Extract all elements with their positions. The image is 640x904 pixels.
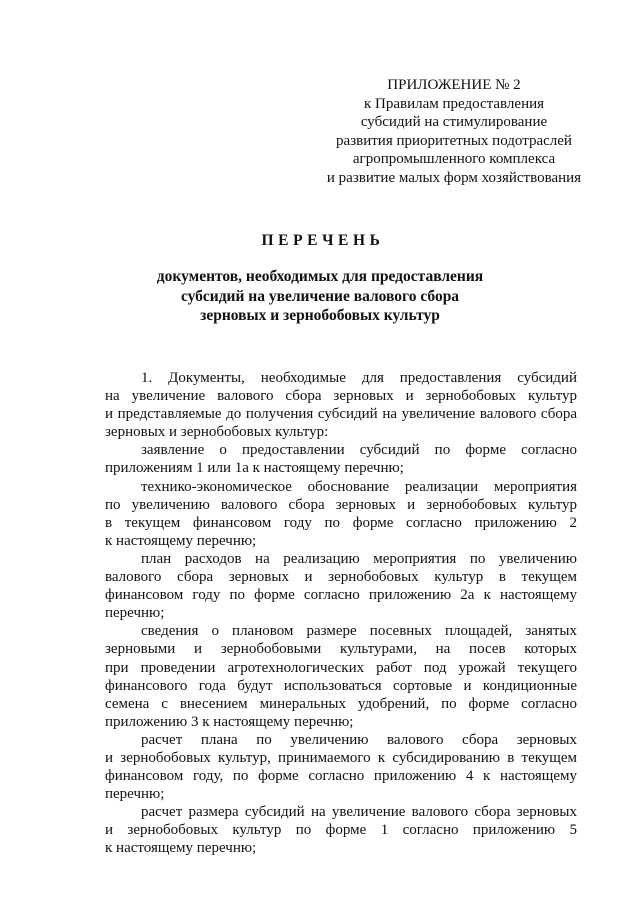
paragraph-line: расчет размера субсидий на увеличение валового сбора зерновых [141,804,577,821]
paragraph-line: финансовом году по форме согласно приложению 2а к настоящему [105,587,577,604]
paragraph [105,622,577,731]
paragraph-line: план расходов на реализацию мероприятия по увеличению [141,550,577,567]
subtitle-line: зерновых и зернобобовых культур [200,307,440,325]
subtitle-line: документов, необходимых для предоставления [156,268,484,285]
paragraph [105,731,577,803]
document-body [105,369,577,858]
paragraph-line: приложению 3 к настоящему перечню; [105,713,354,730]
paragraph-line: на увеличение валового сбора зерновых и зернобобовых культур [105,388,577,405]
appendix-line: и развитие малых форм хозяйствования [326,169,582,186]
paragraph-line: к настоящему перечню; [105,532,257,549]
paragraph-line: семена с внесением минеральных удобрений, по форме согласно [105,695,577,712]
paragraph-line: технико-экономическое обоснование реализации мероприятия [141,478,577,495]
paragraph-line: валового сбора зерновых и зернобобовых культур в текущем [105,569,577,586]
appendix-header [300,76,608,188]
paragraph-line: к настоящему перечню; [105,840,257,857]
paragraph-line: и зернобобовых культур, принимаемого к субсидированию в текущем [105,749,577,766]
paragraph [105,478,577,550]
paragraph-line: сведения о плановом размере посевных площадей, занятых [141,623,577,640]
paragraph [105,369,577,441]
appendix-line: развития приоритетных подотраслей [336,132,572,149]
document-title: ПЕРЕЧЕНЬ [261,232,385,249]
paragraph-line: и зернобобовых культур по форме 1 согласно приложению 5 [105,822,577,839]
paragraph-line: при проведении агротехнологических работ под урожай текущего [105,659,577,676]
subtitle-line: субсидий на увеличение валового сбора [180,287,460,305]
paragraph-line: финансового года будут использоваться сортовые и кондиционные [105,677,577,694]
paragraph [105,550,577,622]
appendix-line: к Правилам предоставления [363,95,545,112]
paragraph-line: и представляемые до получения субсидий на увеличение валового сбора [105,406,577,423]
paragraph-line: перечню; [105,786,165,803]
appendix-line: субсидий на стимулирование [360,114,548,131]
paragraph-line: заявление о предоставлении субсидий по форме согласно [141,442,577,459]
paragraph-line: расчет плана по увеличению валового сбора зерновых [141,731,577,748]
paragraph-line: в текущем финансовом году по форме согласно приложению 2 [105,514,577,531]
paragraph-line: приложениям 1 или 1а к настоящему перечню; [105,460,404,477]
appendix-line: ПРИЛОЖЕНИЕ № 2 [387,77,521,93]
paragraph-line: перечню; [105,605,165,622]
paragraph-line: 1. Документы, необходимые для предоставления субсидий [141,370,577,386]
appendix-line: агропромышленного комплекса [352,151,556,168]
paragraph [105,441,577,477]
paragraph-line: зерновых и зернобобовых культур: [105,424,329,441]
paragraph [105,803,577,857]
paragraph-line: по увеличению валового сбора зерновых и зернобобовых культур [105,496,577,513]
paragraph-line: финансовом году, по форме согласно приложению 4 к настоящему [105,768,577,785]
document-subtitle [0,267,640,326]
paragraph-line: зерновыми и зернобобовыми культурами, на посев которых [105,641,577,658]
